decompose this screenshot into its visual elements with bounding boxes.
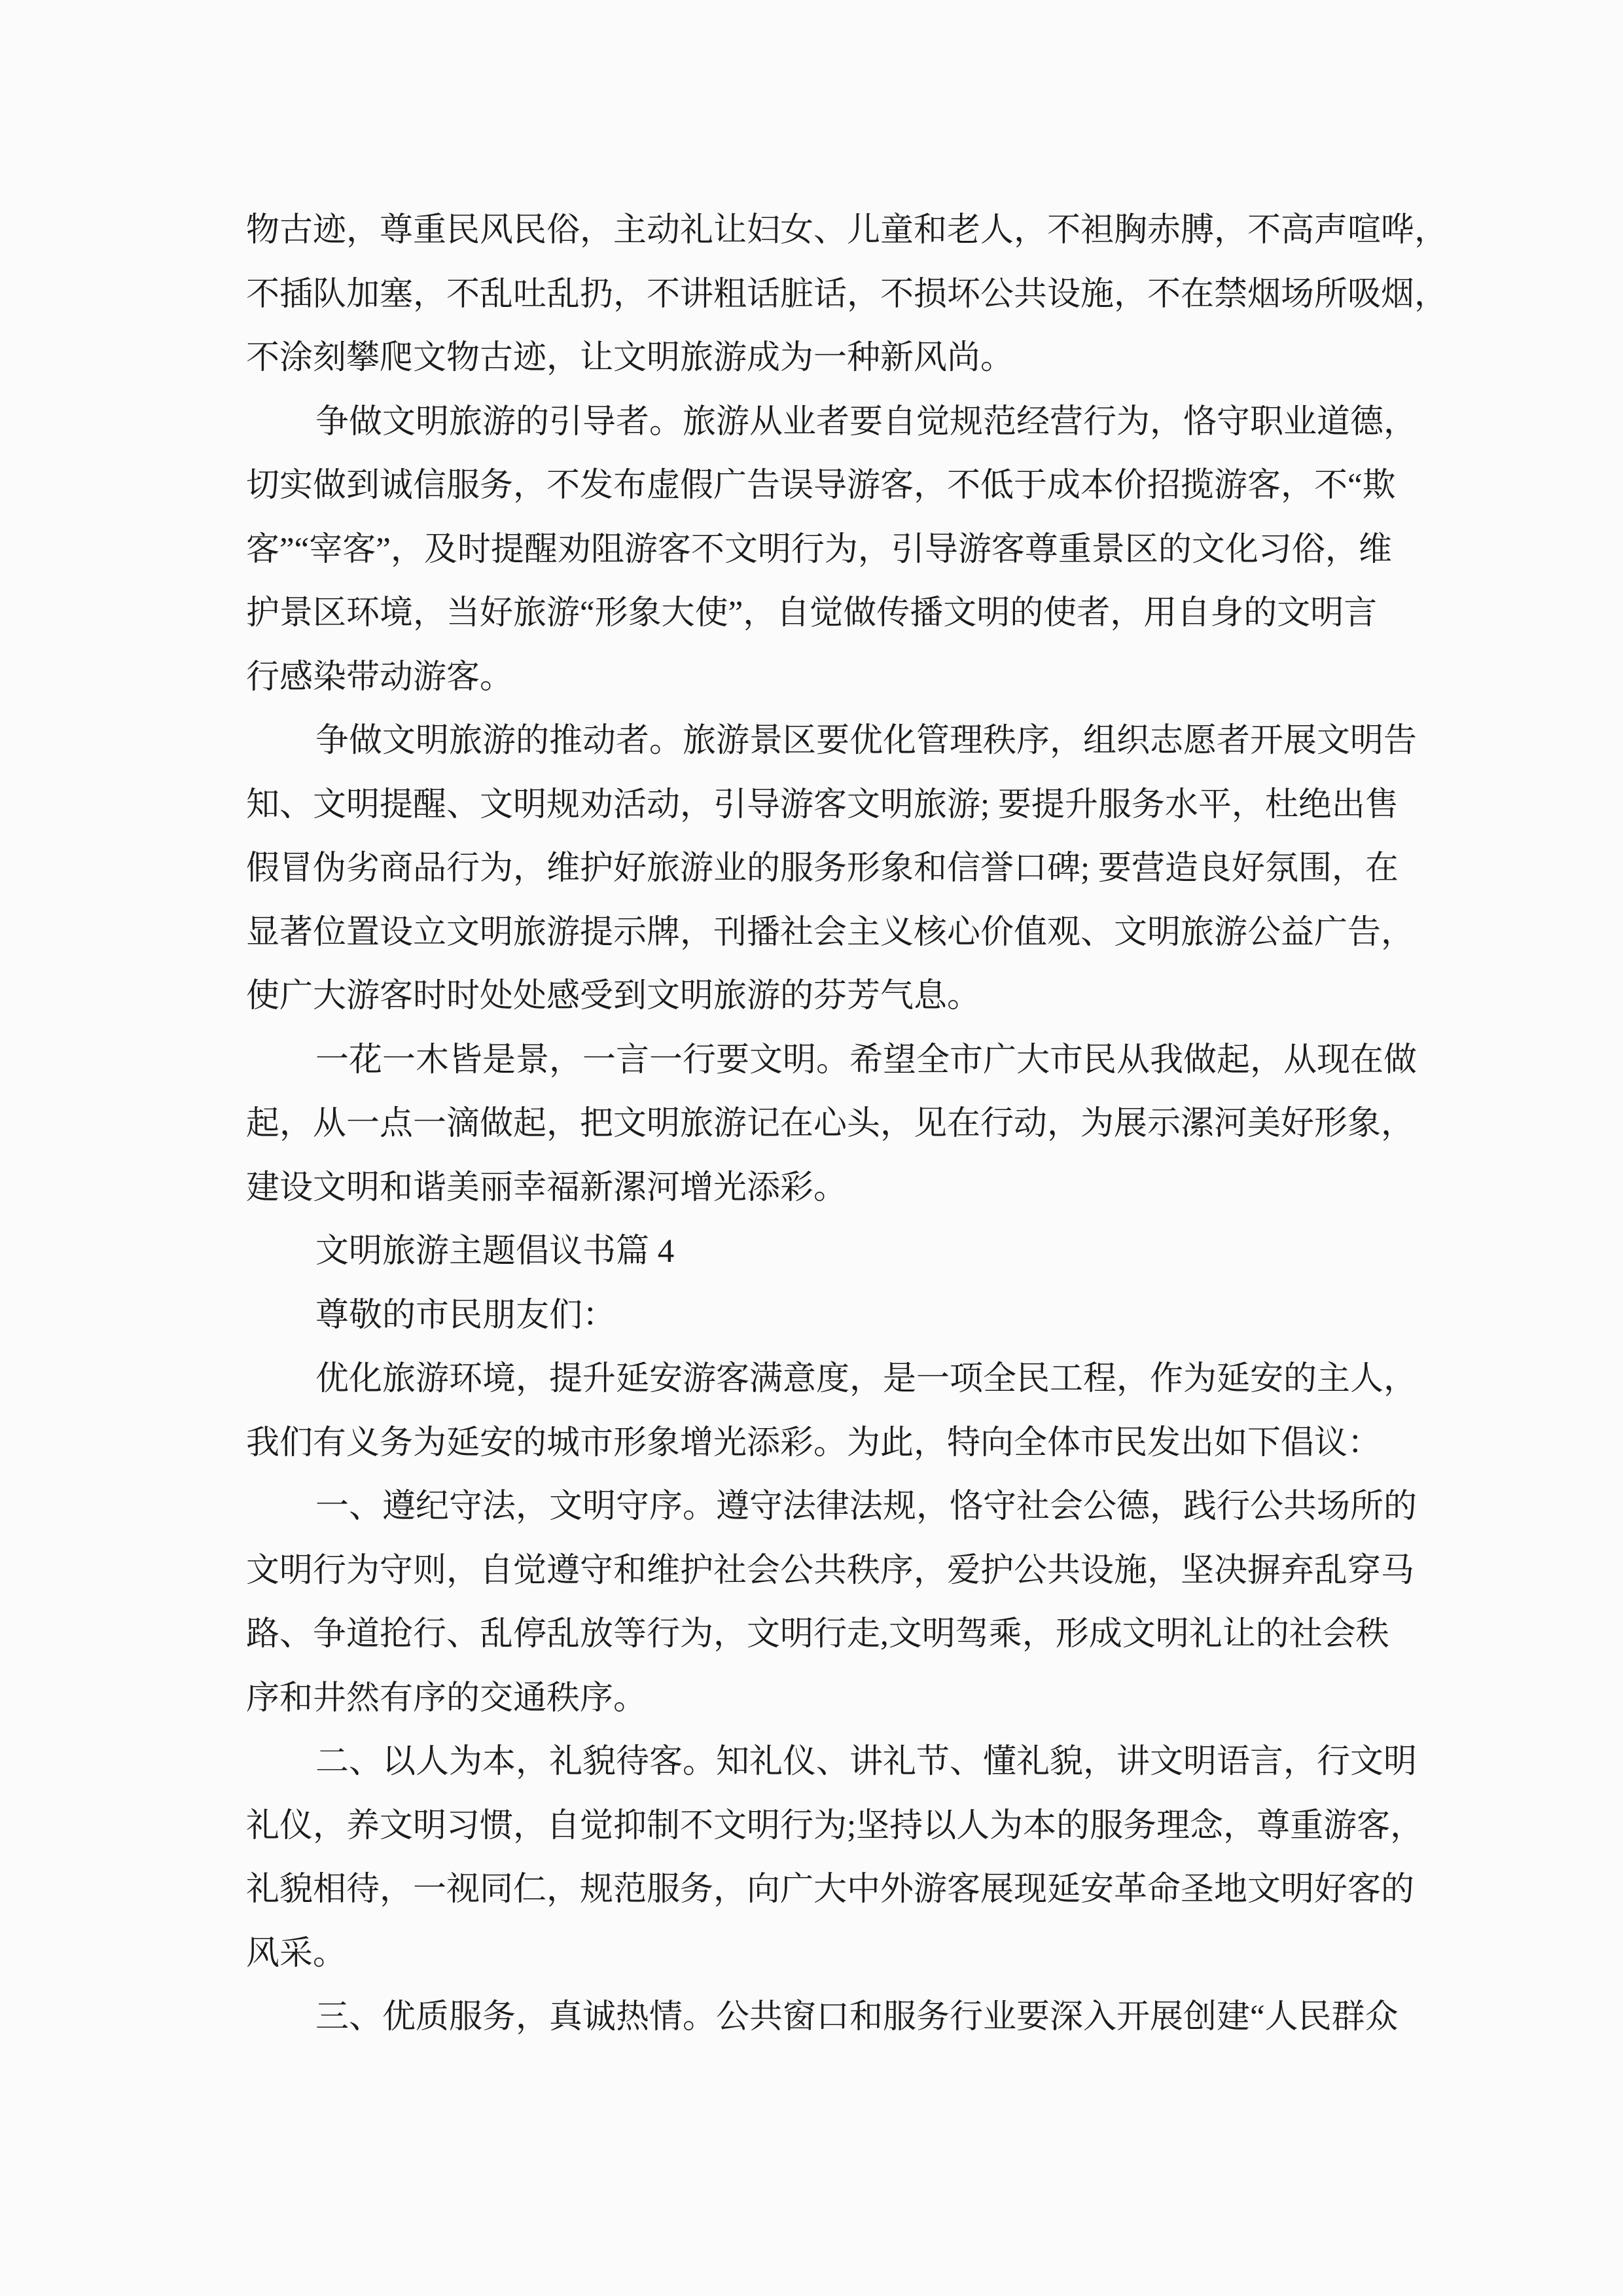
text-line: 序和井然有序的交通秩序。	[246, 1679, 647, 1717]
text-line: 护景区环境，当好旅游“形象大使”，自觉做传播文明的使者，用自身的文明言	[246, 595, 1378, 632]
text-line: 风采。	[246, 1935, 347, 1972]
text-line: 我们有义务为延安的城市形象增光添彩。为此，特向全体市民发出如下倡议：	[246, 1424, 1382, 1462]
text-line: 物古迹，尊重民风民俗，主动礼让妇女、儿童和老人，不袒胸赤膊，不高声喧哗，	[246, 212, 1448, 249]
text-line: 假冒伪劣商品行为，维护好旅游业的服务形象和信誉口碑; 要营造良好氛围，在	[246, 850, 1399, 887]
text-line: 不涂刻攀爬文物古迹，让文明旅游成为一种新风尚。	[246, 340, 1014, 376]
text-line: 文明旅游主题倡议书篇 4	[315, 1233, 675, 1270]
text-line: 优化旅游环境，提升延安游客满意度，是一项全民工程，作为延安的主人，	[315, 1361, 1418, 1397]
text-line: 争做文明旅游的引导者。旅游从业者要自觉规范经营行为，恪守职业道德，	[315, 403, 1418, 440]
text-line: 一花一木皆是景，一言一行要文明。希望全市广大市民从我做起，从现在做	[315, 1041, 1418, 1079]
text-line: 不插队加塞，不乱吐乱扔，不讲粗话脏话，不损坏公共设施，不在禁烟场所吸烟，	[246, 276, 1448, 313]
text-line: 知、文明提醒、文明规劝活动，引导游客文明旅游; 要提升服务水平，杜绝出售	[246, 786, 1399, 823]
text-line: 礼貌相待，一视同仁，规范服务，向广大中外游客展现延安革命圣地文明好客的	[246, 1871, 1415, 1908]
text-line: 尊敬的市民朋友们：	[315, 1297, 616, 1334]
text-line: 行感染带动游客。	[246, 658, 514, 696]
text-line: 争做文明旅游的推动者。旅游景区要优化管理秩序，组织志愿者开展文明告	[315, 723, 1418, 759]
text-line: 三、优质服务，真诚热情。公共窗口和服务行业要深入开展创建“人民群众	[315, 1999, 1399, 2036]
text-line: 一、遵纪守法，文明守序。遵守法律法规，恪守社会公德，践行公共场所的	[315, 1488, 1418, 1525]
text-line: 起，从一点一滴做起，把文明旅游记在心头，见在行动，为展示漯河美好形象，	[246, 1105, 1415, 1142]
text-line: 礼仪，养文明习惯，自觉抑制不文明行为;坚持以人为本的服务理念，尊重游客，	[246, 1807, 1424, 1844]
text-line: 切实做到诚信服务，不发布虚假广告误导游客，不低于成本价招揽游客，不“欺	[246, 467, 1396, 504]
text-line: 文明行为守则，自觉遵守和维护社会公共秩序，爱护公共设施，坚决摒弃乱穿马	[246, 1552, 1415, 1589]
text-line: 使广大游客时时处处感受到文明旅游的芬芳气息。	[246, 978, 981, 1014]
text-line: 显著位置设立文明旅游提示牌，刊播社会主义核心价值观、文明旅游公益广告，	[246, 914, 1415, 951]
document-body	[246, 199, 1448, 2050]
text-line: 二、以人为本，礼貌待客。知礼仪、讲礼节、懂礼貌，讲文明语言，行文明	[315, 1744, 1418, 1780]
text-line: 建设文明和谐美丽幸福新漯河增光添彩。	[246, 1169, 847, 1206]
text-line: 路、争道抢行、乱停乱放等行为，文明行走,文明驾乘，形成文明礼让的社会秩	[246, 1616, 1389, 1653]
text-line: 客”“宰客”，及时提醒劝阻游客不文明行为，引导游客尊重景区的文化习俗，维	[246, 531, 1392, 568]
